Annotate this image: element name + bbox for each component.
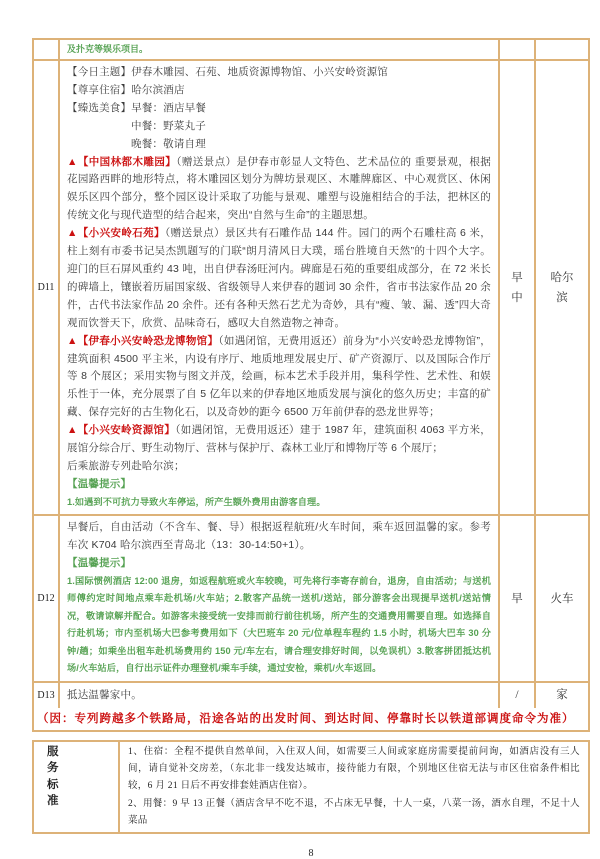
meal-cell bbox=[500, 683, 536, 708]
itinerary-row bbox=[34, 683, 588, 708]
itinerary-rows bbox=[34, 61, 588, 708]
paragraph: 【今日主题】伊春木雕园、石苑、地质资源博物馆、小兴安岭资源馆 bbox=[67, 66, 388, 78]
paragraph: ▲【小兴安岭石苑】（赠送景点）景区共有石雕作品 144 件。园门的两个石雕柱高 6 米，柱上刻有市委书记吴杰凯题写的门联“朗月清风日大璞，瑶台胜境自天然”的十四个大字。迎门的巨石屏风重约 43 吨，出自伊春汤旺河内。碑廊是石苑的重要组成部分，在 72 米长的碑墙上，镶嵌着历届国家级、省级领导人来伊春的题词 30 余件，省市书法家作品 20 余件，古代书法家作品 20 余件。还有各种天然石艺尤为奇妙，具有“瘦、皱、漏、透”四大奇观而饮誉天下，欣赏、品味奇石，感叹大自然造物之神奇。 bbox=[67, 227, 491, 329]
paragraph: 【臻选美食】早餐：酒店早餐 bbox=[67, 101, 207, 114]
continuation-row bbox=[34, 40, 588, 61]
content-cell bbox=[60, 683, 500, 708]
page-number: 8 bbox=[308, 847, 314, 859]
itinerary-table bbox=[32, 38, 590, 732]
spot-heading: ▲【中国林都木雕园】 bbox=[67, 155, 177, 168]
day-cell: D13 bbox=[34, 683, 60, 708]
day-cell: D11 bbox=[34, 61, 60, 514]
document-body bbox=[32, 38, 590, 859]
itinerary-row bbox=[34, 61, 588, 516]
day-cell: D12 bbox=[34, 516, 60, 681]
spot-heading: ▲【伊春小兴安岭恐龙博物馆】 bbox=[67, 334, 219, 347]
paragraph: 【尊享住宿】哈尔滨酒店 bbox=[67, 83, 185, 96]
stay-cell bbox=[536, 61, 588, 514]
paragraph: 后乘旅游专列赴哈尔滨； bbox=[67, 459, 185, 472]
service-standard-table bbox=[32, 740, 590, 834]
paragraph: 早餐后，自由活动（不含车、餐、导）根据返程航班/火车时间，乘车返回温馨的家。参考车次 K704 哈尔滨西至青岛北（13：30-14:50+1）。 bbox=[67, 521, 491, 552]
service-paragraph: 2、用餐：9 早 13 正餐（酒店含早不吃不退，不占床无早餐，十人一桌，八菜一汤，酒水自理，不足十人菜品 bbox=[128, 798, 580, 826]
paragraph: 【温馨提示】 bbox=[67, 477, 132, 490]
paragraph: 1.国际惯例酒店 12:00 退房，如返程航班或火车较晚，可先将行李寄存前台，退房，自由活动；与送机师傅约定时间地点乘车赴机场/火车站；2.散客产品统一送机/送站，部分游客会出现提早送机/送站情况，敬请谅解并配合。如游客未接受统一安排而前行前往机场，所产生的交通费用需要自理。如选择自行赴机场；市内至机场大巴参考费用如下（大巴班车 20 元/位单程车程约 1.5 小时，机场大巴车 30 分钟/趟；如乘坐出租车赴机场费用约 150 元/车左右，请合理安排好时间，以免误机）3.散客拼团抵达机场/火车站后，自行出示证件办理登机/乘车手续，通过安检，乘机/火车返回。 bbox=[67, 575, 491, 674]
itinerary-row bbox=[34, 516, 588, 683]
spot-heading: ▲【小兴安岭资源馆】 bbox=[67, 424, 176, 437]
content-cell bbox=[60, 516, 500, 681]
paragraph: 晚餐：敬请自理 bbox=[131, 137, 206, 150]
paragraph: ▲【小兴安岭资源馆】（如遇闭馆，无费用返还）建于 1987 年，建筑面积 4063 平方米，展馆分综合厅、野生动物厅、营林与保护厅、森林工业厅和博物厅等 6 个展厅； bbox=[67, 424, 491, 455]
meal-cell bbox=[500, 40, 536, 59]
spot-heading: ▲【小兴安岭石苑】 bbox=[67, 227, 165, 240]
service-paragraph: 1、住宿：全程不提供自然单间，入住双人间，如需要三人间或家庭房需要提前问询，如酒店没有三人间，请自觉补交房差，（东北非一线发达城市，接待能力有限，个别地区住宿无法与市区住宿条件相比较，6 月 21 日后不再安排套娃酒店住宿）。 bbox=[128, 746, 580, 792]
railway-note: （因：专列跨越多个铁路局，沿途各站的出发时间、到达时间、停靠时长以铁道部调度命令为准） bbox=[37, 712, 575, 725]
meal-cell bbox=[500, 61, 536, 514]
content-cell bbox=[60, 61, 500, 514]
service-standard-label-text: 服务标准 bbox=[47, 745, 59, 808]
paragraph: 【温馨提示】 bbox=[67, 557, 132, 570]
stay-text: 火车 bbox=[550, 592, 574, 605]
paragraph: 中餐：野菜丸子 bbox=[131, 119, 206, 132]
paragraph: ▲【伊春小兴安岭恐龙博物馆】（如遇闭馆，无费用返还）前身为“小兴安岭恐龙博物馆”，建筑面积 4500 平主米，内设有序厅、地质地理发展史厅、矿产资源厅、以及国际合作厅等 8 个展区；采用实物与图文并茂，绘画，标本艺术手段并用，集科学性、艺术性、和娱乐性于一体，充分展票了自 5 亿年以来的伊春地区地质发展与演化的悠久历史；丰富的矿藏、保存完好的古生物化石，以及奇妙的距今 6500 万年前伊春的恐龙世界等； bbox=[67, 334, 491, 419]
meal-cell bbox=[500, 516, 536, 681]
meal-text: / bbox=[515, 689, 519, 702]
service-standard-content bbox=[120, 742, 588, 832]
stay-cell bbox=[536, 683, 588, 708]
day-cell bbox=[34, 40, 60, 59]
service-standard-label bbox=[34, 742, 120, 832]
stay-text: 哈尔滨 bbox=[550, 271, 574, 304]
stay-cell bbox=[536, 40, 588, 59]
paragraph: ▲【中国林都木雕园】（赠送景点）是伊春市彰显人文特色、艺术品位的 重要景观，根据花园路西畔的地形特点，将木雕园区划分为牌坊景观区、木雕牌廊区、中心观赏区、休闲娱乐区四个部分，整个园区设计采取了功能与景观、雕塑与设施相结合的手法，把林区的传统文化与现代造型的结合起来，突出“自然与生命”的主题思想。 bbox=[67, 155, 491, 222]
continuation-text: 及扑克等娱乐项目。 bbox=[60, 40, 500, 59]
paragraph: 抵达温馨家中。 bbox=[67, 688, 142, 701]
stay-cell bbox=[536, 516, 588, 681]
paragraph: 1.如遇到不可抗力导致火车停运，所产生额外费用由游客自理。 bbox=[67, 496, 326, 507]
meal-text: 早中 bbox=[511, 271, 523, 304]
meal-text: 早 bbox=[511, 592, 523, 605]
stay-text: 家 bbox=[556, 689, 568, 702]
